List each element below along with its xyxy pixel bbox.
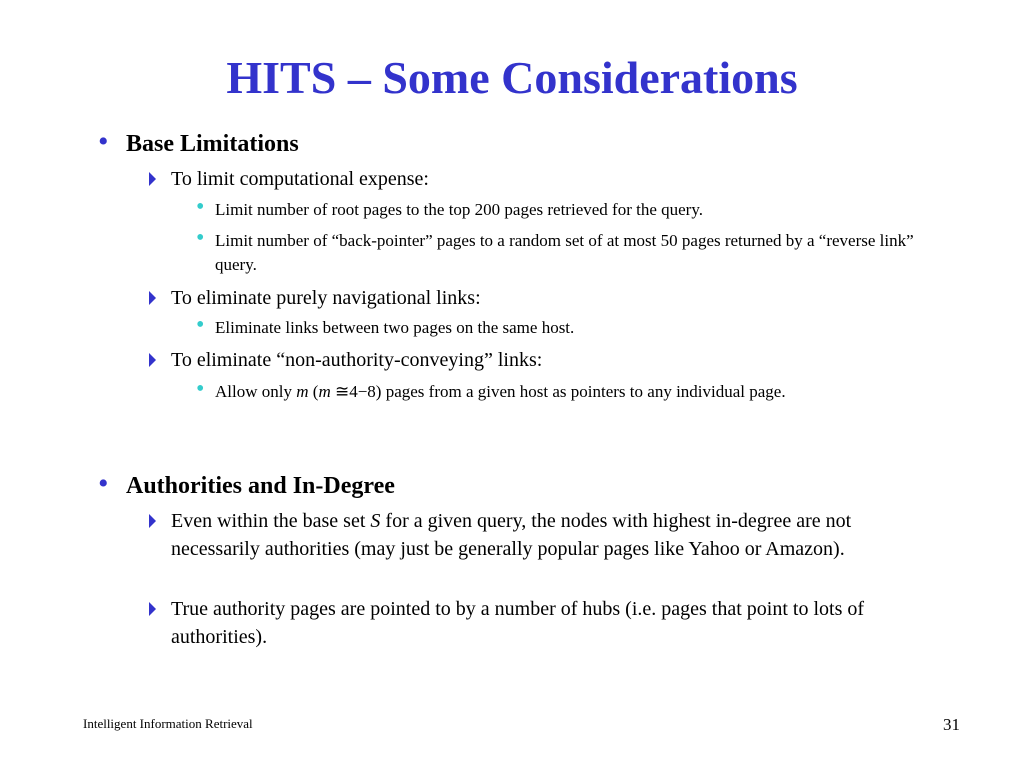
variable-s: S — [370, 510, 381, 532]
sub-list-item — [196, 225, 915, 277]
slide-title: HITS – Some Considerations — [226, 52, 798, 103]
bullet-dot-icon: • — [98, 467, 109, 500]
sub-list-item-text-start: Allow only — [215, 382, 297, 401]
bullet-dot-icon: • — [98, 125, 109, 158]
list-item-text: To eliminate “non-authority-conveying” links: — [171, 349, 543, 371]
section-heading-base-limitations — [98, 125, 299, 159]
list-item-text-end: for a given query, the nodes with highest in-degree are not necessarily authorities (may just be generally popular pages like Yahoo or Amazon). — [171, 510, 852, 560]
bullet-dot-icon: • — [196, 225, 205, 251]
list-item-text-start: Even within the base set — [171, 510, 371, 532]
list-item-text: True authority pages are pointed to by a number of hubs (i.e. pages that point to lots of authorities). — [171, 598, 865, 648]
triangle-bullet-icon — [149, 353, 156, 367]
triangle-bullet-icon — [149, 172, 156, 186]
footer-text: Intelligent Information Retrieval — [83, 716, 253, 731]
list-item — [171, 346, 931, 374]
variable-m: m — [318, 382, 331, 401]
triangle-bullet-icon — [149, 602, 156, 616]
bullet-dot-icon: • — [196, 194, 205, 220]
list-item — [171, 165, 931, 193]
variable-m: m — [296, 382, 309, 401]
sub-list-item-text-paren: ( — [308, 382, 319, 401]
sub-list-item-text: Limit number of root pages to the top 200 pages retrieved for the query. — [215, 200, 703, 219]
bullet-dot-icon: • — [196, 312, 205, 338]
section-heading-authorities — [98, 467, 395, 501]
section-heading-text: Authorities and In-Degree — [126, 473, 395, 499]
triangle-bullet-icon — [149, 514, 156, 528]
list-item — [171, 507, 941, 563]
list-item — [171, 595, 931, 651]
bullet-dot-icon: • — [196, 376, 205, 402]
sub-list-item — [196, 376, 930, 404]
sub-list-item — [196, 312, 915, 340]
sub-list-item — [196, 194, 915, 222]
sub-list-item-text: Eliminate links between two pages on the same host. — [215, 318, 575, 337]
sub-list-item-text: Limit number of “back-pointer” pages to a random set of at most 50 pages returned by a “reverse link” query. — [215, 231, 914, 274]
triangle-bullet-icon — [149, 291, 156, 305]
section-heading-text: Base Limitations — [126, 131, 299, 157]
list-item-text: To eliminate purely navigational links: — [171, 287, 481, 309]
sub-list-item-text-end: ≅4−8) pages from a given host as pointers to any individual page. — [330, 382, 786, 401]
list-item-text: To limit computational expense: — [171, 168, 429, 190]
list-item — [171, 284, 931, 312]
page-number: 31 — [943, 715, 960, 734]
